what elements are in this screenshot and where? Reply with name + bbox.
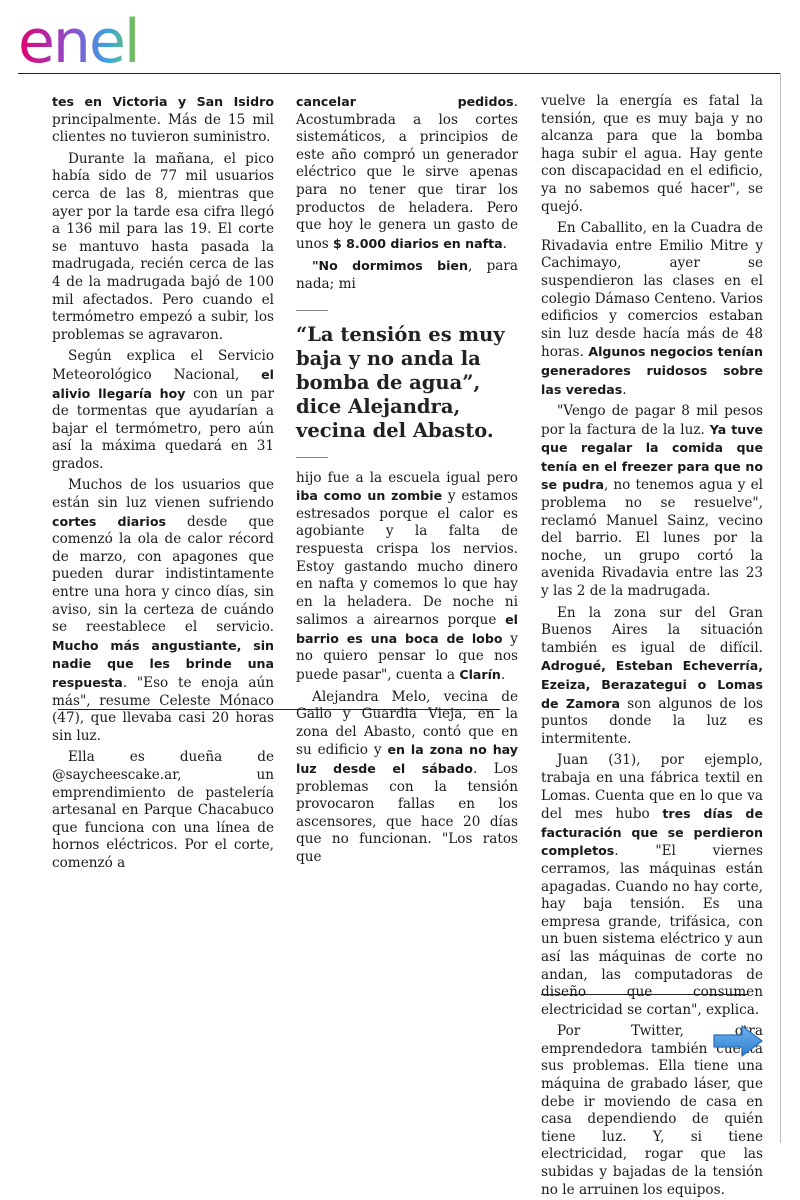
quote-rule — [296, 457, 328, 458]
paragraph: En la zona sur del Gran Buenos Aires la situación también es igual de difícil. Adrogué, Esteban Echeverría, Ezeiza, Berazategui o Lomas de Zamora son algunos de los puntos donde la luz es intermitente. — [541, 604, 764, 747]
column-1 — [52, 93, 274, 873]
paragraph: En Caballito, en la Cuadra de Rivadavia entre Emilio Mitre y Cachimayo, ayer se suspendieron las clases en el colegio Dámaso Centeno. Varios edificios y comercios estaban sin luz desde hacía más de 48 horas. Algunos negocios tenían generadores ruidosos sobre las veredas. — [541, 220, 763, 398]
next-page-arrow-icon[interactable] — [712, 1024, 764, 1058]
paragraph: Juan (31), por ejemplo, trabaja en una fábrica textil en Lomas. Cuenta que en lo que va del mes hubo tres días de facturación que se perdieron completos. "El viernes cerramos, las máquinas están apagadas. Cuando no hay corte, hay baja tensión. Es una empresa grande, trifásica, con un buen sistema eléctrico y aun así las máquinas de corte no andan, las computadoras de diseño que consumen electricidad se cortan", explica. — [541, 752, 763, 1018]
paragraph: Según explica el Servicio Meteorológico Nacional, el alivio llegaría hoy con un par de tormentas que ayudarían a bajar el termómetro, pero aún así la máxima quedará en 31 grados. — [52, 348, 274, 472]
paragraph: Muchos de los usuarios que están sin luz vienen sufriendo cortes diarios desde que comenzó la ola de calor récord de marzo, con apagones que pueden durar indistintamente entre una hora y cinco días, sin aviso, sin la certeza de cuándo se reestablece el servicio. Mucho más angustiante, sin nadie que les brinde una respuesta. "Eso te enoja aún más", resume Celeste Mónaco (47), que llevaba casi 20 horas sin luz. — [52, 477, 274, 744]
section-rule — [541, 994, 749, 995]
page-edge-rule — [780, 73, 781, 1143]
column-2 — [296, 93, 518, 867]
section-rule — [58, 709, 500, 710]
paragraph: Ella es dueña de @saycheescake.ar, un emprendimiento de pastelería artesanal en Parque Chacabuco que funciona con una línea de hornos eléctricos. Por el corte, comenzó a — [52, 749, 274, 871]
paragraph: "No dormimos bien, para nada; mi — [296, 258, 518, 292]
pull-quote-text: “La tensión es muy baja y no anda la bomba de agua”, dice Alejandra, vecina del Abasto. — [296, 322, 505, 442]
pull-quote — [296, 310, 518, 458]
enel-logo — [16, 6, 186, 70]
logo-text: enel — [18, 7, 139, 70]
header-rule — [18, 73, 780, 74]
paragraph: Alejandra Melo, vecina de Gallo y Guardia Vieja, en la zona del Abasto, contó que en su edificio y en la zona no hay luz desde el sábado. Los problemas con la tensión provocaron fallas en los ascensores, que hace 20 días que no funcionan. "Los ratos que — [296, 688, 518, 865]
paragraph: tes en Victoria y San Isidro principalmente. Más de 15 mil clientes no tuvieron suministro. — [52, 94, 274, 146]
paragraph: vuelve la energía es fatal la tensión, que es muy baja y no alcanza para que la bomba haga subir el agua. Hay gente con discapacidad en el edificio, ya no sabemos qué hacer", se quejó. — [541, 93, 763, 215]
paragraph: cancelar pedidos. Acostumbrada a los cortes sistemáticos, a principios de este año compró un generador eléctrico que le sirve apenas para no tener que tirar los productos de heladera. Pero que hoy le genera un gasto de unos $ 8.000 diarios en nafta. — [296, 94, 518, 252]
paragraph: Durante la mañana, el pico había sido de 77 mil usuarios cerca de las 8, mientras que ayer por la tarde esa cifra llegó a 136 mil para las 19. El corte se mantuvo hasta pasada la madrugada, recién cerca de las 4 de la madrugada bajó de 100 mil afectados. Pero cuando el termómetro empezó a subir, los problemas se agravaron. — [52, 150, 274, 343]
paragraph: "Vengo de pagar 8 mil pesos por la factura de la luz. Ya tuve que regalar la comida que tenía en el freezer para que no se pudra, no tenemos agua y el problema no se resuelve", reclamó Manuel Sainz, vecino del barrio. El lunes por la noche, un grupo cortó la avenida Rivadavia entre las 23 y las 2 de la madrugada. — [541, 403, 763, 600]
quote-rule — [296, 310, 328, 311]
paragraph: hijo fue a la escuela igual pero iba como un zombie y estamos estresados porque el calor es agobiante y la falta de respuesta crispa los nervios. Estoy gastando mucho dinero en nafta y comemos lo que hay en la heladera. De noche ni salimos a airearnos porque el barrio es una boca de lobo y no quiero pensar lo que nos puede pasar", cuenta a Clarín. — [296, 469, 518, 684]
paragraph: Por Twitter, otra emprendedora también cuenta sus problemas. Ella tiene una máquina de grabado láser, que debe ir moviendo de casa en casa dependiendo de quién tiene luz. Y, si tiene electricidad, rogar que las subidas y bajadas de la tensión no le arruinen los equipos. — [541, 1023, 763, 1198]
